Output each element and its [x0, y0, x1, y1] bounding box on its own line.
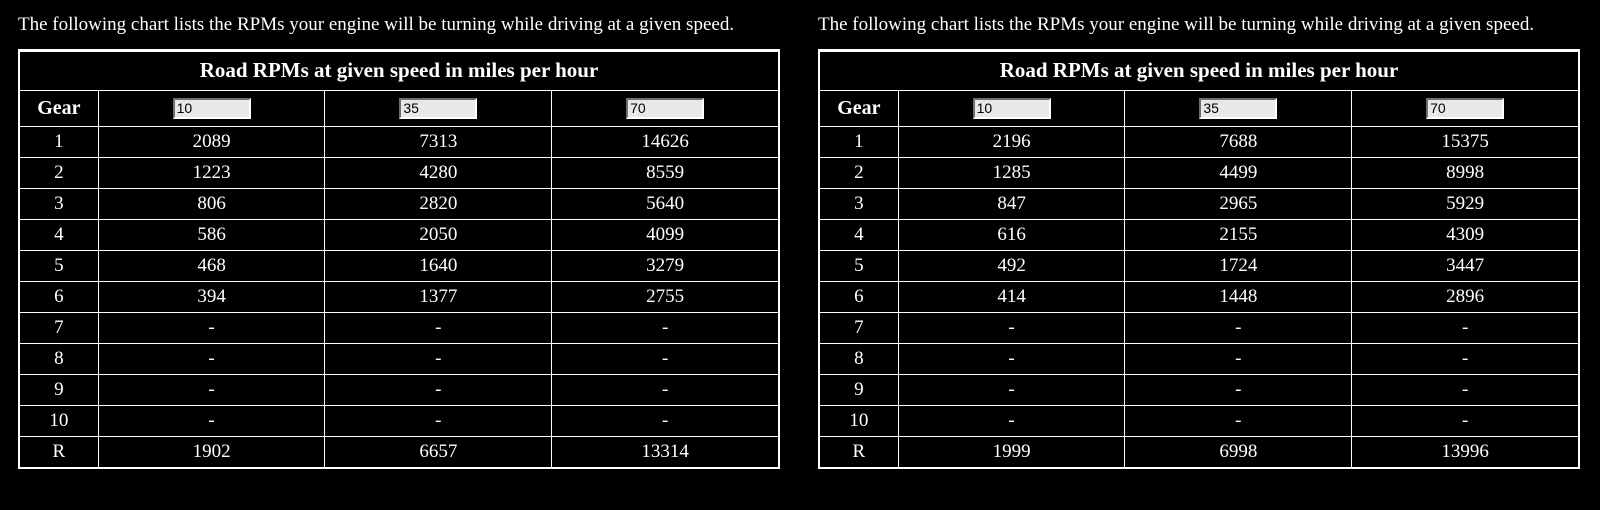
gear-label: 10 — [19, 406, 98, 437]
rpm-value: - — [1352, 375, 1579, 406]
rpm-panel-right — [800, 0, 1600, 510]
gear-label: 2 — [19, 158, 98, 189]
rpm-value: - — [1352, 406, 1579, 437]
speed-input-3-right[interactable] — [1426, 98, 1504, 119]
table-title-left: Road RPMs at given speed in miles per hour — [19, 51, 779, 91]
rpm-value: - — [98, 375, 325, 406]
rpm-value: - — [1125, 406, 1352, 437]
rpm-value: - — [98, 313, 325, 344]
rpm-value: 6657 — [325, 437, 552, 469]
gear-label: 1 — [819, 127, 898, 158]
rpm-value: - — [552, 406, 779, 437]
rpm-value: - — [898, 375, 1125, 406]
rpm-value: 1999 — [898, 437, 1125, 469]
gear-label: 3 — [19, 189, 98, 220]
rpm-value: - — [325, 313, 552, 344]
rpm-value: 847 — [898, 189, 1125, 220]
rpm-value: 7313 — [325, 127, 552, 158]
table-row — [19, 158, 779, 189]
table-header-row — [819, 91, 1579, 127]
rpm-value: 1448 — [1125, 282, 1352, 313]
gear-label: R — [19, 437, 98, 469]
speed-input-2-left[interactable] — [399, 98, 477, 119]
table-row — [19, 375, 779, 406]
speed-input-3-left[interactable] — [626, 98, 704, 119]
rpm-value: - — [898, 344, 1125, 375]
gear-label: 8 — [19, 344, 98, 375]
table-row — [19, 437, 779, 469]
table-row — [19, 282, 779, 313]
rpm-value: 586 — [98, 220, 325, 251]
gear-label: 5 — [819, 251, 898, 282]
table-row — [19, 127, 779, 158]
table-title-row — [19, 51, 779, 91]
speed-column-3-left — [552, 91, 779, 127]
rpm-value: 1902 — [98, 437, 325, 469]
speed-column-2-right — [1125, 91, 1352, 127]
speed-input-2-right[interactable] — [1199, 98, 1277, 119]
rpm-value: 4280 — [325, 158, 552, 189]
rpm-value: - — [325, 375, 552, 406]
rpm-value: - — [552, 344, 779, 375]
gear-label: 3 — [819, 189, 898, 220]
rpm-value: 3447 — [1352, 251, 1579, 282]
rpm-value: - — [325, 406, 552, 437]
intro-text-right: The following chart lists the RPMs your engine will be turning while driving at a given speed. — [818, 14, 1535, 35]
rpm-value: 15375 — [1352, 127, 1579, 158]
table-row — [819, 406, 1579, 437]
rpm-value: 1223 — [98, 158, 325, 189]
table-row — [819, 220, 1579, 251]
rpm-value: - — [1125, 375, 1352, 406]
rpm-value: 8998 — [1352, 158, 1579, 189]
table-row — [19, 189, 779, 220]
rpm-value: 394 — [98, 282, 325, 313]
gear-label: 6 — [819, 282, 898, 313]
rpm-value: 2050 — [325, 220, 552, 251]
gear-label: 9 — [819, 375, 898, 406]
gear-column-header-left: Gear — [19, 91, 98, 127]
rpm-value: - — [98, 406, 325, 437]
table-row — [19, 406, 779, 437]
table-row — [819, 158, 1579, 189]
table-row — [819, 437, 1579, 469]
intro-text-left: The following chart lists the RPMs your engine will be turning while driving at a given speed. — [18, 14, 735, 35]
rpm-value: 468 — [98, 251, 325, 282]
rpm-value: 3279 — [552, 251, 779, 282]
rpm-value: 13996 — [1352, 437, 1579, 469]
gear-column-header-right: Gear — [819, 91, 898, 127]
rpm-value: - — [552, 313, 779, 344]
rpm-value: 5640 — [552, 189, 779, 220]
gear-label: 4 — [19, 220, 98, 251]
table-title-row — [819, 51, 1579, 91]
rpm-value: 2896 — [1352, 282, 1579, 313]
table-header-row — [19, 91, 779, 127]
rpm-value: 616 — [898, 220, 1125, 251]
rpm-value: - — [98, 344, 325, 375]
rpm-value: 2755 — [552, 282, 779, 313]
rpm-value: 4099 — [552, 220, 779, 251]
rpm-value: 1724 — [1125, 251, 1352, 282]
gear-label: 2 — [819, 158, 898, 189]
gear-label: 8 — [819, 344, 898, 375]
rpm-value: 6998 — [1125, 437, 1352, 469]
speed-column-1-left — [98, 91, 325, 127]
table-row — [819, 251, 1579, 282]
rpm-value: 4309 — [1352, 220, 1579, 251]
rpm-value: 414 — [898, 282, 1125, 313]
table-row — [819, 375, 1579, 406]
rpm-value: 4499 — [1125, 158, 1352, 189]
rpm-value: 492 — [898, 251, 1125, 282]
rpm-value: - — [898, 406, 1125, 437]
table-row — [819, 189, 1579, 220]
rpm-value: 1640 — [325, 251, 552, 282]
table-row — [819, 313, 1579, 344]
speed-input-1-left[interactable] — [173, 98, 251, 119]
table-row — [819, 344, 1579, 375]
gear-label: 5 — [19, 251, 98, 282]
speed-column-2-left — [325, 91, 552, 127]
rpm-value: 1377 — [325, 282, 552, 313]
rpm-value: 2196 — [898, 127, 1125, 158]
table-row — [19, 344, 779, 375]
rpm-value: - — [1352, 344, 1579, 375]
rpm-value: 2089 — [98, 127, 325, 158]
gear-label: 1 — [19, 127, 98, 158]
gear-label: 4 — [819, 220, 898, 251]
rpm-value: 14626 — [552, 127, 779, 158]
table-title-right: Road RPMs at given speed in miles per hour — [819, 51, 1579, 91]
rpm-value: - — [552, 375, 779, 406]
speed-input-1-right[interactable] — [973, 98, 1051, 119]
rpm-value: 806 — [98, 189, 325, 220]
rpm-value: 8559 — [552, 158, 779, 189]
rpm-value: 2965 — [1125, 189, 1352, 220]
table-row — [19, 220, 779, 251]
rpm-value: 1285 — [898, 158, 1125, 189]
rpm-value: 13314 — [552, 437, 779, 469]
speed-column-1-right — [898, 91, 1125, 127]
table-row — [19, 313, 779, 344]
gear-label: 7 — [19, 313, 98, 344]
rpm-value: - — [1125, 344, 1352, 375]
gear-label: R — [819, 437, 898, 469]
rpm-value: - — [325, 344, 552, 375]
rpm-value: - — [1352, 313, 1579, 344]
speed-column-3-right — [1352, 91, 1579, 127]
gear-label: 10 — [819, 406, 898, 437]
table-row — [819, 282, 1579, 313]
rpm-table-right — [818, 49, 1580, 469]
gear-label: 6 — [19, 282, 98, 313]
table-row — [19, 251, 779, 282]
rpm-table-left — [18, 49, 780, 469]
gear-label: 9 — [19, 375, 98, 406]
rpm-value: - — [1125, 313, 1352, 344]
rpm-value: 5929 — [1352, 189, 1579, 220]
table-row — [819, 127, 1579, 158]
rpm-value: 2155 — [1125, 220, 1352, 251]
rpm-value: - — [898, 313, 1125, 344]
rpm-value: 2820 — [325, 189, 552, 220]
gear-label: 7 — [819, 313, 898, 344]
rpm-value: 7688 — [1125, 127, 1352, 158]
